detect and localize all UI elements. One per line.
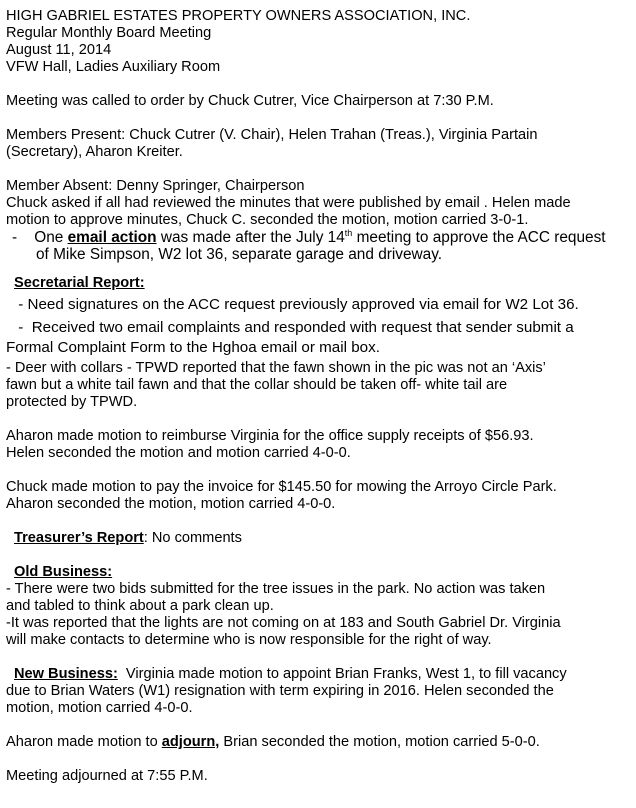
old-business-line4: will make contacts to determine who is now responsible for the right of way. (6, 632, 492, 648)
meeting-date: August 11, 2014 (6, 42, 112, 58)
treasurer-heading: Treasurer’s Report (14, 530, 144, 546)
meeting-type: Regular Monthly Board Meeting (6, 25, 212, 41)
secretarial-item2-line1: - Received two email complaints and responded with request that sender submit a (14, 319, 574, 336)
treasurer-report (6, 530, 630, 547)
email-action-prefix: - One (12, 229, 68, 246)
email-action-line1 (6, 229, 630, 246)
new-business-line1 (6, 666, 630, 683)
invoice-line1: Chuck made motion to pay the invoice for $145.50 for mowing the Arroyo Circle Park. (6, 479, 557, 495)
new-business-text: Virginia made motion to appoint Brian Franks, West 1, to fill vacancy (117, 666, 567, 682)
old-business-heading: Old Business: (14, 564, 113, 580)
secretarial-heading: Secretarial Report: (14, 275, 145, 291)
secretarial-item3-line1: - Deer with collars - TPWD reported that the fawn shown in the pic was not an ‘Axis’ (6, 360, 546, 376)
member-absent: Member Absent: Denny Springer, Chairperson (6, 178, 305, 194)
email-action-rest: meeting to approve the ACC request (352, 229, 606, 246)
minutes-document (6, 8, 630, 785)
old-business-line1: - There were two bids submitted for the tree issues in the park. No action was taken (6, 581, 546, 597)
email-action-line2: of Mike Simpson, W2 lot 36, separate garage and driveway. (36, 246, 443, 263)
members-present-line1: Members Present: Chuck Cutrer (V. Chair), Helen Trahan (Treas.), Virginia Partain (6, 127, 538, 143)
old-business-line3: -It was reported that the lights are not coming on at 183 and South Gabriel Dr. Virginia (6, 615, 561, 631)
adjourn-rest: Brian seconded the motion, motion carried 5-0-0. (219, 734, 540, 750)
treasurer-text: : No comments (143, 530, 242, 546)
reimburse-line2: Helen seconded the motion and motion carried 4-0-0. (6, 445, 351, 461)
new-business-heading: New Business: (14, 666, 118, 682)
adjourn-bold: adjourn, (161, 734, 220, 750)
adjourn-prefix: Aharon made motion to (6, 734, 162, 750)
email-action-sup: th (344, 227, 353, 238)
reimburse-line1: Aharon made motion to reimburse Virginia for the office supply receipts of $56.93. (6, 428, 534, 444)
org-name: HIGH GABRIEL ESTATES PROPERTY OWNERS ASSOCIATION, INC. (6, 8, 471, 24)
call-to-order: Meeting was called to order by Chuck Cutrer, Vice Chairperson at 7:30 P.M. (6, 93, 494, 109)
old-business-line2: and tabled to think about a park clean up. (6, 598, 274, 614)
secretarial-item1: - Need signatures on the ACC request previously approved via email for W2 Lot 36. (14, 296, 579, 313)
email-action-mid: was made after the July 14 (156, 229, 345, 246)
minutes-line1: Chuck asked if all had reviewed the minutes that were published by email . Helen made (6, 195, 571, 211)
secretarial-item3-line2: fawn but a white tail fawn and that the collar should be taken off- white tail are (6, 377, 508, 393)
members-present-line2: (Secretary), Aharon Kreiter. (6, 144, 183, 160)
email-action-bold: email action (67, 229, 157, 246)
new-business-line3: motion, motion carried 4-0-0. (6, 700, 193, 716)
minutes-line2: motion to approve minutes, Chuck C. seconded the motion, motion carried 3-0-1. (6, 212, 529, 228)
secretarial-item2-line2: Formal Complaint Form to the Hghoa email or mail box. (6, 339, 380, 356)
secretarial-item3-line3: protected by TPWD. (6, 394, 138, 410)
adjourn-motion (6, 734, 630, 751)
new-business-line2: due to Brian Waters (W1) resignation with term expiring in 2016. Helen seconded the (6, 683, 554, 699)
meeting-location: VFW Hall, Ladies Auxiliary Room (6, 59, 221, 75)
closing-line: Meeting adjourned at 7:55 P.M. (6, 768, 208, 784)
header-block (6, 8, 630, 76)
invoice-line2: Aharon seconded the motion, motion carried 4-0-0. (6, 496, 336, 512)
